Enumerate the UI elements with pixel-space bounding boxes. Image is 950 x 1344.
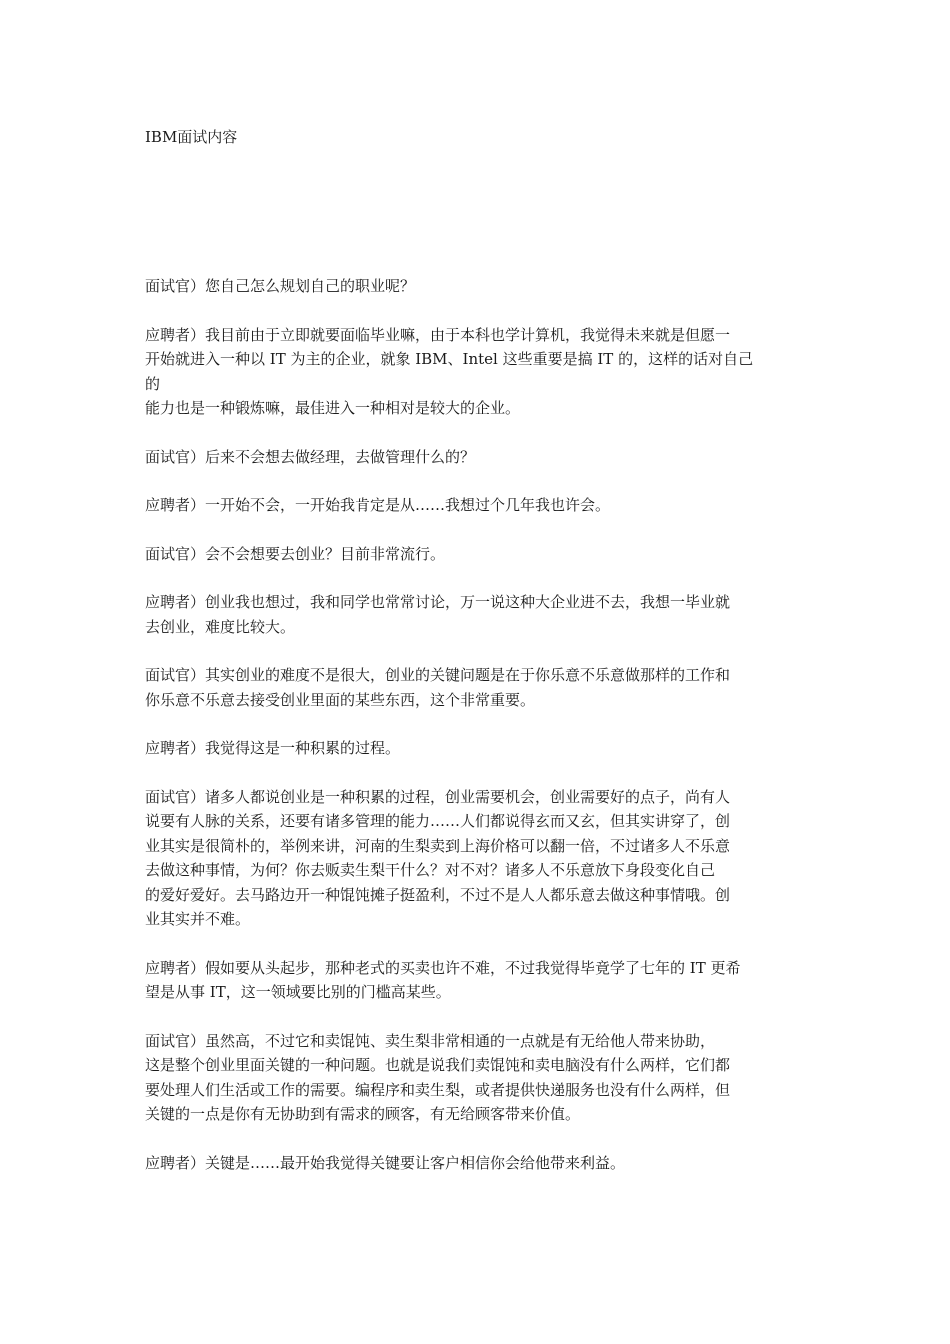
paragraph-line: 的 — [145, 374, 161, 393]
paragraph-line: 的爱好爱好。去马路边开一种馄饨摊子挺盈利，不过不是人人都乐意去做这种事情哦。创 — [145, 885, 731, 904]
paragraph-line: 应聘者）我目前由于立即就要面临毕业嘛，由于本科也学计算机，我觉得未来就是但愿一 — [145, 325, 731, 344]
paragraph-line: 业其实并不难。 — [145, 910, 251, 928]
paragraph-line: 面试官）其实创业的难度不是很大，创业的关键问题是在于你乐意不乐意做那样的工作和 — [145, 666, 731, 684]
paragraph-candidate-1 — [145, 323, 810, 421]
paragraph-line: 望是从事 IT，这一领域要比别的门槛高某些。 — [145, 983, 451, 1001]
paragraph-candidate-2 — [145, 493, 810, 518]
paragraph-interviewer-2 — [145, 445, 810, 470]
paragraph-line: 面试官）您自己怎么规划自己的职业呢？ — [145, 277, 416, 295]
paragraph-interviewer-3 — [145, 542, 810, 567]
paragraph-interviewer-1 — [145, 274, 810, 299]
paragraph-line: 去做这种事情，为何？你去贩卖生梨干什么？对不对？诸多人不乐意放下身段变化自己 — [145, 861, 716, 879]
paragraph-line: 面试官）后来不会想去做经理，去做管理什么的？ — [145, 447, 476, 466]
paragraph-line: 应聘者）关键是……最开始我觉得关键要让客户相信你会给他带来利益。 — [145, 1153, 626, 1172]
paragraph-line: 说要有人脉的关系，还要有诸多管理的能力……人们都说得玄而又玄，但其实讲穿了，创 — [145, 812, 731, 830]
document-title: IBM面试内容 — [145, 128, 238, 146]
paragraph-line: 应聘者）一开始不会，一开始我肯定是从……我想过个几年我也许会。 — [145, 496, 611, 514]
paragraph-line: 这是整个创业里面关键的一种问题。也就是说我们卖馄饨和卖电脑没有什么两样，它们都 — [145, 1056, 731, 1074]
paragraph-line: 关键的一点是你有无协助到有需求的顾客，有无给顾客带来价值。 — [145, 1105, 581, 1123]
paragraph-candidate-6 — [145, 1151, 810, 1176]
interview-transcript — [145, 274, 810, 1199]
paragraph-interviewer-5 — [145, 785, 810, 932]
paragraph-line: 能力也是一种锻炼嘛，最佳进入一种相对是较大的企业。 — [145, 399, 521, 417]
paragraph-line: 要处理人们生活或工作的需要。编程序和卖生梨，或者提供快递服务也没有什么两样，但 — [145, 1080, 731, 1099]
paragraph-line: 应聘者）我觉得这是一种积累的过程。 — [145, 739, 401, 757]
paragraph-interviewer-4 — [145, 663, 810, 712]
paragraph-interviewer-6 — [145, 1029, 810, 1127]
paragraph-candidate-3 — [145, 590, 810, 639]
paragraph-line: 去创业，难度比较大。 — [145, 617, 296, 636]
paragraph-candidate-5 — [145, 956, 810, 1005]
paragraph-line: 面试官）会不会想要去创业？目前非常流行。 — [145, 544, 446, 563]
paragraph-line: 业其实是很简朴的，举例来讲，河南的生梨卖到上海价格可以翻一倍，不过诸多人不乐意 — [145, 836, 731, 855]
paragraph-line: 面试官）诸多人都说创业是一种积累的过程，创业需要机会，创业需要好的点子，尚有人 — [145, 787, 731, 806]
paragraph-line: 面试官）虽然高，不过它和卖馄饨、卖生梨非常相通的一点就是有无给他人带来协助， — [145, 1031, 716, 1050]
paragraph-candidate-4 — [145, 736, 810, 761]
paragraph-line: 应聘者）假如要从头起步，那种老式的买卖也许不难，不过我觉得毕竟学了七年的 IT 更希 — [145, 958, 741, 977]
paragraph-line: 你乐意不乐意去接受创业里面的某些东西，这个非常重要。 — [145, 690, 536, 709]
paragraph-line: 开始就进入一种以 IT 为主的企业，就象 IBM、Intel 这些重要是搞 IT 的，这样的话对自己 — [145, 350, 754, 368]
paragraph-line: 应聘者）创业我也想过，我和同学也常常讨论，万一说这种大企业进不去，我想一毕业就 — [145, 593, 731, 611]
